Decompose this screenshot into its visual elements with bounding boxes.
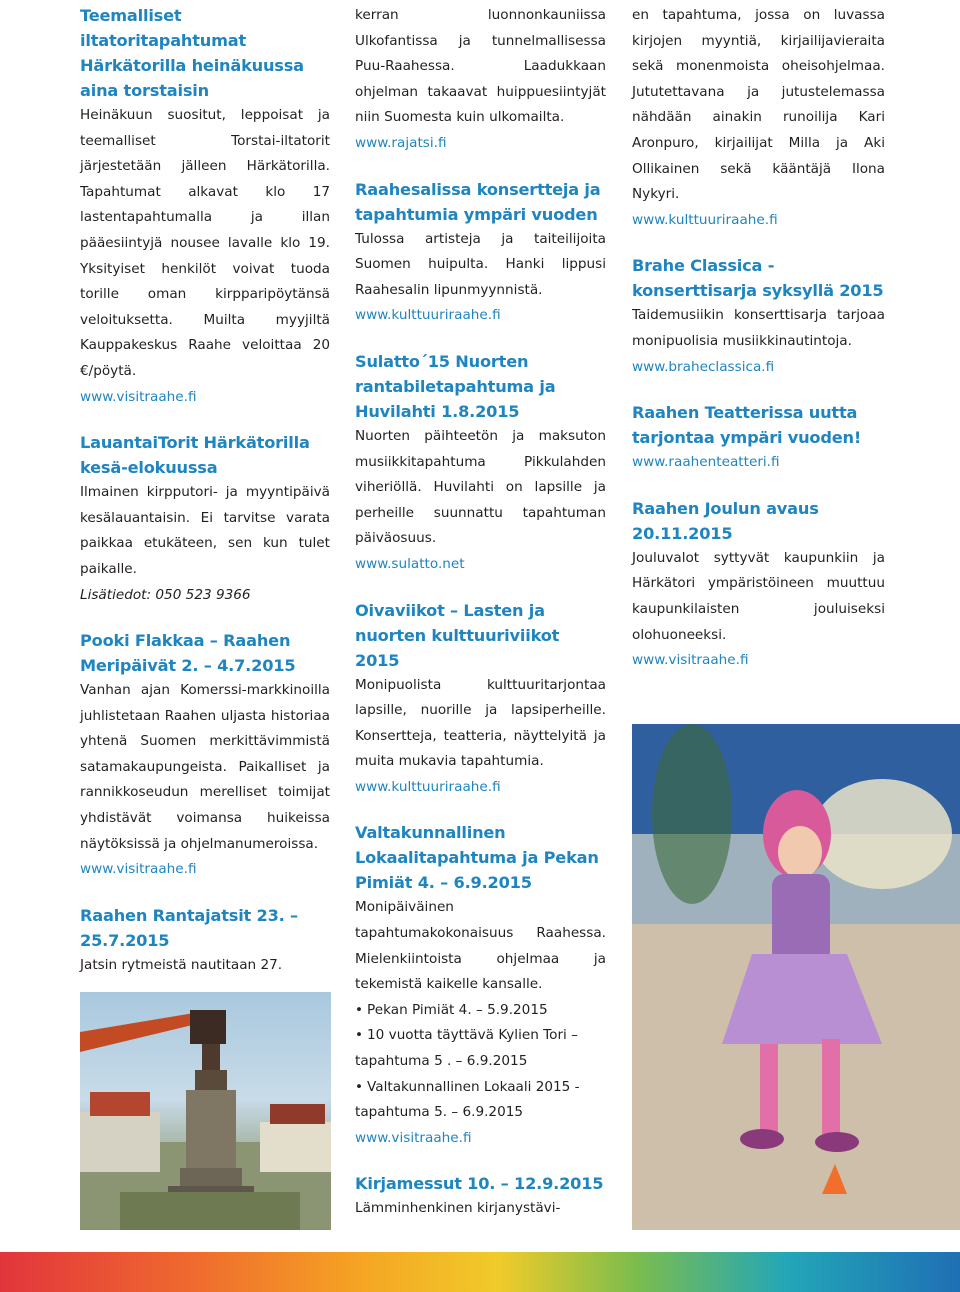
column-middle <box>355 0 606 1222</box>
text-sulatto: Nuorten päihteetön ja maksuton musiikkitapahtuma Pikkulahden viheriöllä. Huvilahti on lapsille ja perheille suunnattu tapahtuman päiväosuus. <box>355 427 606 547</box>
link-raahenteatteri[interactable]: www.raahenteatteri.fi <box>632 454 780 471</box>
link-kulttuuriraahe-1[interactable]: www.kulttuuriraahe.fi <box>355 307 501 324</box>
list-lokaali <box>355 998 606 1126</box>
heading-iltatorit: Teemalliset iltatoritapahtumat Härkätorilla heinäkuussa aina torstaisin <box>80 6 304 100</box>
text-braheclassica: Taidemusiikin konserttisarja tarjoaa monipuolisia musiikkinautintoja. <box>632 307 885 349</box>
heading-raahesali: Raahesalissa konsertteja ja tapahtumia ympäri vuoden <box>355 179 601 224</box>
link-sulatto[interactable]: www.sulatto.net <box>355 555 465 572</box>
statue-photo-illustration <box>80 992 331 1230</box>
heading-teatteri: Raahen Teatterissa uutta tarjontaa ympäri vuoden! <box>632 403 862 448</box>
text-raahesali: Tulossa artisteja ja taiteilijoita Suomen huipulta. Hanki lippusi Raahesalin lipunmyynnistä. <box>355 230 606 298</box>
info-phone: Lisätiedot: 050 523 9366 <box>80 586 251 603</box>
heading-meripaivat: Pooki Flakkaa – Raahen Meripäivät 2. – 4.7.2015 <box>80 631 296 676</box>
heading-braheclassica: Brahe Classica -konserttisarja syksyllä 2015 <box>632 256 884 301</box>
heading-kirjamessut: Kirjamessut 10. – 12.9.2015 <box>355 1174 604 1194</box>
heading-lauantaitorit: LauantaiTorit Härkätorilla kesä-elokuussa <box>80 433 310 478</box>
link-visitraahe-2[interactable]: www.visitraahe.fi <box>80 861 197 878</box>
text-rantajatsit-cont: kerran luonnonkauniissa Ulkofantissa ja tunnelmallisessa Puu-Raahessa. Laadukkaan ohjelman takaavat huippuesiintyjät niin Suomesta kuin ulkomailta. <box>355 7 606 126</box>
heading-oivaviikot: Oivaviikot – Lasten ja nuorten kulttuuriviikot 2015 <box>355 600 560 670</box>
list-item: • 10 vuotta täyttävä Kylien Tori –tapahtuma 5 . – 6.9.2015 <box>355 1027 578 1070</box>
fairy-girl-photo <box>632 724 960 1230</box>
text-kirjamessut: Lämminhenkinen kirjanystävi- <box>355 1200 561 1217</box>
link-visitraahe-4[interactable]: www.visitraahe.fi <box>632 652 749 669</box>
heading-rantajatsit: Raahen Rantajatsit 23. – 25.7.2015 <box>80 905 298 950</box>
statue-photo <box>80 992 331 1230</box>
text-lauantaitorit: Ilmainen kirpputori- ja myyntipäivä kesälauantaisin. Ei tarvitse varata paikkaa etukäteen, sen kun tulet paikalle. <box>80 484 330 577</box>
list-item: • Pekan Pimiät 4. – 5.9.2015 <box>355 1001 548 1018</box>
link-braheclassica[interactable]: www.braheclassica.fi <box>632 358 775 375</box>
list-item: • Valtakunnallinen Lokaali 2015 -tapahtuma 5. – 6.9.2015 <box>355 1078 580 1121</box>
link-visitraahe-3[interactable]: www.visitraahe.fi <box>355 1129 472 1146</box>
fairy-girl-photo-illustration <box>632 724 960 1230</box>
text-lokaali: Monipäiväinen tapahtumakokonaisuus Raahessa. Mielenkiintoista ohjelmaa ja tekemistä kaikelle kansalle. <box>355 899 606 993</box>
heading-joulunavaus: Raahen Joulun avaus 20.11.2015 <box>632 498 819 543</box>
column-left <box>80 0 330 978</box>
text-joulunavaus: Jouluvalot syttyvät kaupunkiin ja Härkätori ympäristöineen muuttuu kaupunkilaisten jouluiseksi olohuoneeksi. <box>632 549 885 643</box>
bottom-color-stripe <box>0 1252 960 1292</box>
link-kulttuuriraahe-3[interactable]: www.kulttuuriraahe.fi <box>632 211 778 228</box>
column-right <box>632 0 885 674</box>
heading-lokaali: Valtakunnallinen Lokaalitapahtuma ja Pekan Pimiät 4. – 6.9.2015 <box>355 823 599 893</box>
text-rantajatsit: Jatsin rytmeistä nautitaan 27. <box>80 956 283 973</box>
link-rajatsi[interactable]: www.rajatsi.fi <box>355 134 447 151</box>
text-iltatorit: Heinäkuun suositut, leppoisat ja teemalliset Torstai-iltatorit järjestetään jälleen Härkätorilla. Tapahtumat alkavat klo 17 lastentapahtumalla ja illan pääesiintyjä nousee lavalle klo 19. Yksityiset henkilöt voivat tuoda torille oman kirpparipöytänsä veloituksetta. Muilta myyjiltä Kauppakeskus Raahe veloittaa 20 €/pöytä. <box>80 107 330 379</box>
link-visitraahe-1[interactable]: www.visitraahe.fi <box>80 388 197 405</box>
link-kulttuuriraahe-2[interactable]: www.kulttuuriraahe.fi <box>355 778 501 795</box>
text-kirjamessut-cont: en tapahtuma, jossa on luvassa kirjojen myyntiä, kirjailijavieraita sekä monenmoista oheisohjelmaa. Jututettavana ja jutustelemassa nähdään ainakin runoilija Kari Aronpuro, kirjailijat Milla ja Aki Ollikainen sekä kääntäjä Ilona Nykyri. <box>632 7 885 203</box>
text-oivaviikot: Monipuolista kulttuuritarjontaa lapsille, nuorille ja lapsiperheille. Konsertteja, teatteria, näyttelyitä ja muita mukavia tapahtumia. <box>355 676 606 770</box>
text-meripaivat: Vanhan ajan Komerssi-markkinoilla juhlistetaan Raahen uljasta historiaa yhtenä Suomen merkittävimmistä satamakaupungeista. Paikalliset ja rannikkoseudun merelliset toimijat yhdistävät voimansa huikeissa näytöksissä ja ohjelmanumeroissa. <box>80 682 330 852</box>
heading-sulatto: Sulatto´15 Nuorten rantabiletapahtuma ja Huvilahti 1.8.2015 <box>355 351 556 421</box>
